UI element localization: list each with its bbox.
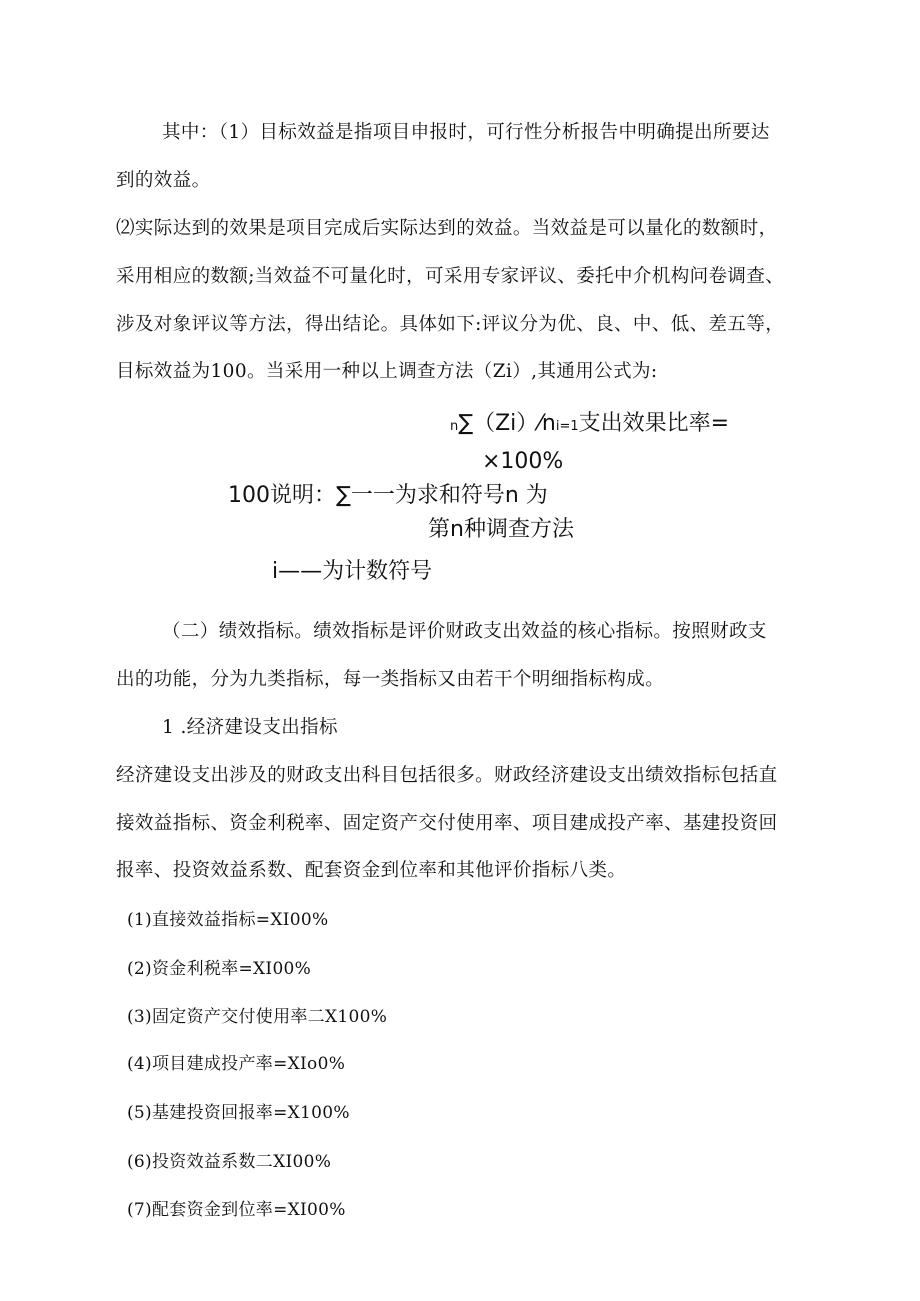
indicator-item: (2)资金利税率=XI00% (127, 959, 312, 979)
section-heading-line: （二）绩效指标。绩效指标是评价财政支出效益的核心指标。按照财政支 (162, 621, 767, 642)
formula-n-prefix: n (450, 419, 459, 434)
paragraph-line: 接效益指标、资金利税率、固定资产交付使用率、项目建成投产率、基建投资回 (116, 813, 778, 834)
formula-sum-term: ∑（Zi）⁄n (458, 411, 556, 436)
indicator-item: (3)固定资产交付使用率二X100% (127, 1007, 388, 1027)
paragraph-line: 出的功能，分为九类指标，每一类指标又由若干个明细指标构成。 (116, 669, 665, 690)
paragraph-line: 目标效益为100。当采用一种以上调查方法（Zi）,其通用公式为: (116, 361, 658, 382)
indicator-item: (7)配套资金到位率=XI00% (127, 1200, 346, 1220)
formula-note: i——为计数符号 (272, 559, 433, 584)
paragraph-line: 到的效益。 (116, 170, 211, 191)
formula-line (450, 410, 729, 441)
paragraph-line: 经济建设支出涉及的财政支出科目包括很多。财政经济建设支出绩效指标包括直 (116, 765, 778, 786)
formula-index: i=1 (555, 419, 579, 434)
formula-label: 支出效果比率= (578, 411, 730, 436)
subsection-heading: 1 .经济建设支出指标 (162, 717, 338, 738)
formula-note: 100说明：∑一一为求和符号n 为 (228, 483, 548, 508)
indicator-item: (1)直接效益指标=XI00% (127, 910, 329, 930)
formula-multiplier: ×100% (482, 449, 564, 474)
formula-note: 第n种调查方法 (428, 517, 574, 542)
paragraph-line: ⑵实际达到的效果是项目完成后实际达到的效益。当效益是可以量化的数额时， (116, 218, 778, 239)
paragraph-line: 采用相应的数额;当效益不可量化时，可采用专家评议、委托中介机构问卷调查、 (116, 266, 785, 287)
indicator-item: (5)基建投资回报率=X100% (127, 1103, 350, 1123)
paragraph-line: 报率、投资效益系数、配套资金到位率和其他评价指标八类。 (116, 860, 627, 881)
indicator-item: (4)项目建成投产率=XIo0% (127, 1054, 346, 1074)
indicator-item: (6)投资效益系数二XI00% (127, 1152, 332, 1172)
paragraph-line: 其中：（1）目标效益是指项目申报时，可行性分析报告中明确提出所要达 (162, 122, 770, 143)
paragraph-line: 涉及对象评议等方法，得出结论。具体如下:评议分为优、良、中、低、差五等， (116, 314, 785, 335)
